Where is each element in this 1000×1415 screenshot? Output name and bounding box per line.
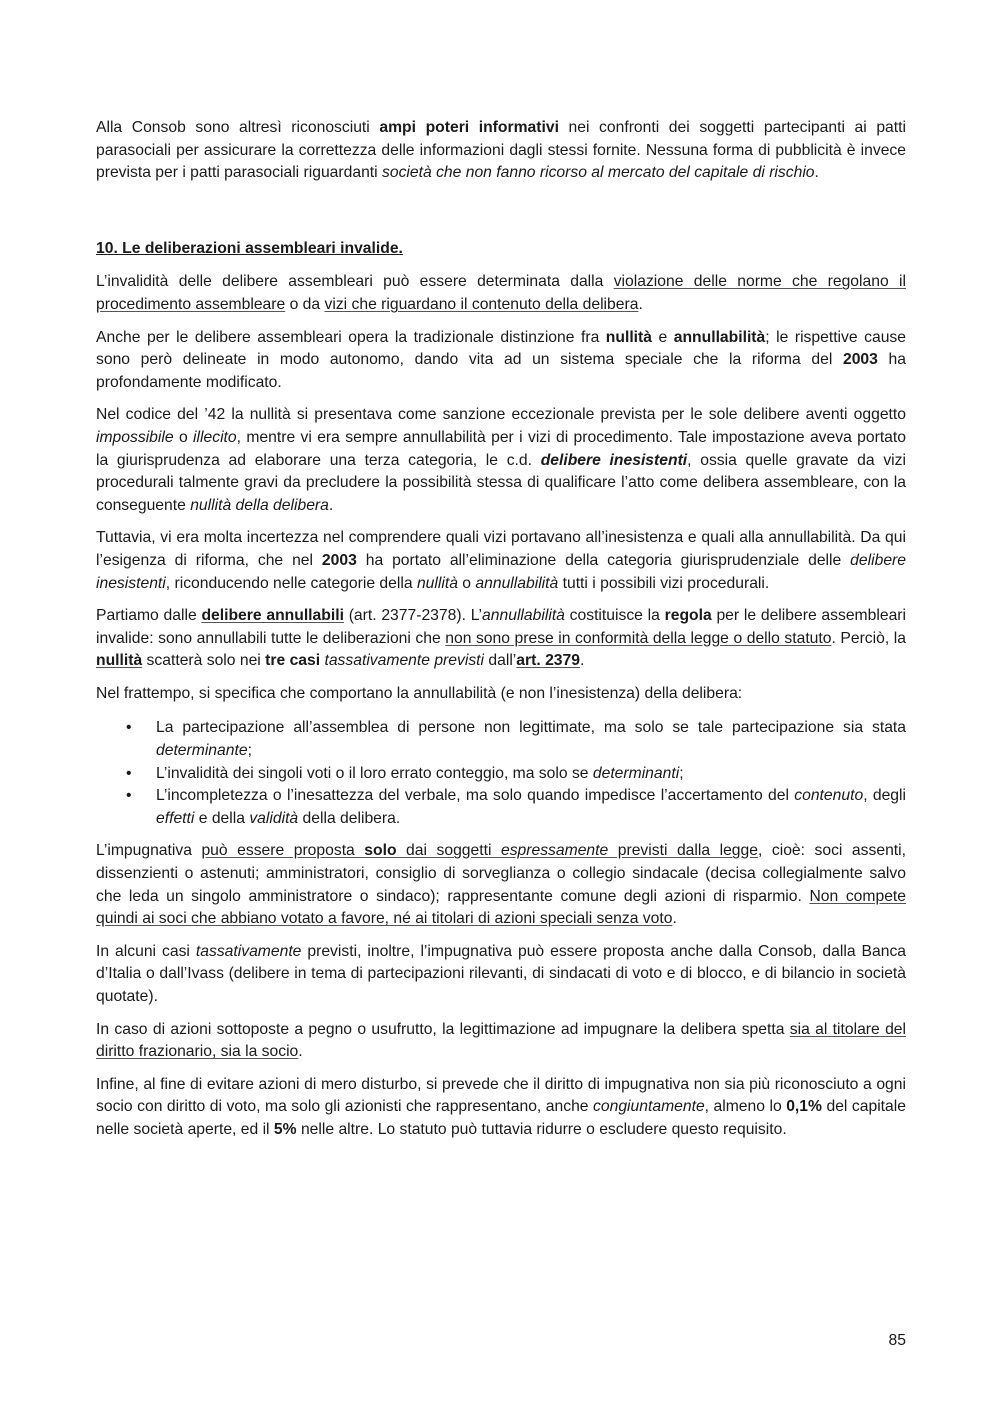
paragraph-distinction xyxy=(96,327,906,395)
text-run: o xyxy=(457,574,476,592)
bold-underlined-text: solo xyxy=(364,842,397,860)
text-run: . xyxy=(672,910,677,928)
text-run: nei confronti dei soggetti partecipanti ai patti parasociali per assicurare la correttezza delle informazioni dagli stessi fornite. Nessuna forma di pubblicità è invece prevista per i patti parasociali riguardanti xyxy=(96,119,906,182)
italic-text: tassativamente xyxy=(195,942,302,960)
text-run: e xyxy=(652,328,674,346)
text-run: In caso di azioni sottoposte a pegno o usufrutto, la legittimazione ad impugnare la delibera spetta xyxy=(96,1020,790,1038)
text-run: scatterà solo nei xyxy=(142,652,266,670)
text-run: o da xyxy=(285,295,325,313)
italic-text: determinante xyxy=(156,742,248,760)
text-run: L’impugnativa xyxy=(96,842,202,860)
italic-text: congiuntamente xyxy=(593,1098,705,1116)
text-run: Anche per le delibere assembleari opera la tradizionale distinzione fra xyxy=(96,328,606,346)
list-item xyxy=(126,763,906,786)
paragraph-authorities xyxy=(96,941,906,1009)
italic-text: illecito xyxy=(193,428,237,446)
text-run: ha profondamente modificato. xyxy=(96,351,906,391)
text-run: della delibera. xyxy=(298,809,401,827)
italic-text: nullità della delibera xyxy=(190,496,329,514)
text-run: del capitale nelle società aperte, ed il xyxy=(96,1098,906,1138)
bold-italic-text: delibere inesistenti xyxy=(540,451,688,469)
italic-text: nullità xyxy=(416,574,458,592)
text-run: Partiamo dalle xyxy=(96,607,202,625)
bold-underlined-text: delibere annullabili xyxy=(201,607,344,625)
italic-text: effetti xyxy=(156,809,195,827)
text-run: L’invalidità delle delibere assembleari può essere determinata dalla xyxy=(96,273,614,291)
underlined-text: previsti dalla legge xyxy=(608,842,758,860)
text-run: costituisce la xyxy=(564,607,665,625)
text-run: . xyxy=(298,1043,303,1061)
text-run: , cioè: soci assenti, dissenzienti o astenuti; amministratori, consiglio di sorveglianza o collegio sindacale (decisa collegialmente salvo che leda un singolo amministratore o sindaco); rappresentante comune degli azioni di risparmio. xyxy=(96,842,906,905)
bold-underlined-text: art. 2379 xyxy=(516,652,580,670)
italic-text: tassativamente previsti xyxy=(324,652,485,670)
bold-text: regola xyxy=(664,607,712,625)
list-item xyxy=(126,717,906,762)
paragraph-invalidity xyxy=(96,271,906,316)
bold-text: ampi poteri informativi xyxy=(379,119,559,136)
bold-text: 0,1% xyxy=(786,1098,822,1116)
paragraph-legitimation xyxy=(96,840,906,930)
text-run: per le delibere assembleari invalide: sono annullabili tutte le deliberazioni che xyxy=(96,607,906,647)
paragraph-consob-powers xyxy=(96,117,906,185)
italic-text: contenuto xyxy=(794,787,864,805)
text-run: ha portato all’eliminazione della categoria giurisprudenziale delle xyxy=(356,551,851,569)
text-run: dall’ xyxy=(484,652,517,670)
paragraph-threshold xyxy=(96,1074,906,1142)
underlined-text: vizi che riguardano il contenuto della delibera xyxy=(324,295,639,313)
italic-text: validità xyxy=(249,809,299,827)
italic-text: impossibile xyxy=(96,428,174,446)
text-run: La partecipazione all’assemblea di persone non legittimate, ma solo se tale partecipazione sia stata xyxy=(156,719,906,737)
italic-text: determinanti xyxy=(592,764,680,782)
text-run: . xyxy=(328,496,334,514)
bold-text: 5% xyxy=(273,1120,297,1138)
text-run: tutti i possibili vizi procedurali. xyxy=(558,574,770,592)
bullet-icon: • xyxy=(126,719,132,737)
underlined-text: dai soggetti xyxy=(396,842,501,860)
paragraph-list-intro: Nel frattempo, si specifica che comportano la annullabilità (e non l’inesistenza) della delibera: xyxy=(96,684,743,702)
underlined-text: Non compete quindi ai soci che abbiano votato a favore, né ai titolari di azioni speciali senza voto xyxy=(96,887,907,928)
text-run: Infine, al fine di evitare azioni di mero disturbo, si prevede che il diritto di impugnativa non sia più riconosciuto a ogni socio con diritto di voto, ma solo gli azionisti che rappresentano, anche xyxy=(96,1075,906,1116)
paragraph-annullable xyxy=(96,605,906,673)
document-page xyxy=(96,117,906,1142)
paragraph-reform xyxy=(96,527,906,595)
italic-text: annullabilità xyxy=(475,574,559,592)
text-run: nelle altre. Lo statuto può tuttavia ridurre o escludere questo requisito. xyxy=(296,1120,787,1138)
text-run: . Perciò, la xyxy=(831,629,906,647)
text-run: , degli xyxy=(863,787,906,805)
section-heading: 10. Le deliberazioni assembleari invalide. xyxy=(96,239,403,257)
text-run: L’incompletezza o l’inesattezza del verbale, ma solo quando impedisce l’accertamento del xyxy=(156,787,795,805)
bold-text: annullabilità xyxy=(673,328,766,346)
bold-text: 2003 xyxy=(842,351,878,369)
paragraph-pledge xyxy=(96,1019,906,1064)
text-run: o xyxy=(173,428,194,446)
italic-text: società che non fanno ricorso al mercato del capitale di rischio xyxy=(382,164,815,182)
bold-text: tre casi xyxy=(265,652,321,670)
underlined-text: può essere proposta xyxy=(201,842,365,860)
text-run: Alla Consob sono altresì riconosciuti xyxy=(96,119,380,136)
text-run: , mentre vi era sempre annullabilità per i vizi di procedimento. Tale impostazione aveva portato la giurisprudenza ad elaborare una terza categoria, le c.d. xyxy=(96,428,906,469)
text-run: previsti, inoltre, l’impugnativa può essere proposta anche dalla Consob, dalla Banca d’Italia o dall’Ivass (delibere in tema di partecipazioni rilevanti, di sindacati di voto e di blocco, e di bilancio in società quotate). xyxy=(96,942,907,1005)
italic-underlined-text: espressamente xyxy=(500,842,609,860)
paragraph-code-42 xyxy=(96,404,906,517)
text-run: Tuttavia, vi era molta incertezza nel comprendere quali vizi portavano all’inesistenza e quali alla annullabilità. Da qui l’esigenza di riforma, che nel xyxy=(96,529,906,569)
text-run: Nel codice del ’42 la nullità si presentava come sanzione eccezionale prevista per le sole delibere aventi oggetto xyxy=(96,406,906,424)
underlined-text: sia al titolare del diritto frazionario, sia la socio xyxy=(96,1020,907,1061)
page-number: 85 xyxy=(888,1332,906,1349)
text-run: ; xyxy=(247,742,252,760)
text-run: , almeno lo xyxy=(704,1098,787,1116)
bold-text: nullità xyxy=(605,328,652,346)
bullet-list xyxy=(96,717,906,830)
text-run: ; le rispettive cause sono però delineate in modo autonomo, dando vita ad un sistema speciale che la riforma del xyxy=(96,328,906,369)
text-run: . xyxy=(814,164,819,182)
bullet-icon: • xyxy=(126,764,132,782)
text-run: , ossia quelle gravate da vizi procedurali talmente gravi da precludere la possibilità stessa di qualificare l’atto come delibera assembleare, con la conseguente xyxy=(96,451,906,514)
text-run: . xyxy=(638,295,643,313)
text-run: L’invalidità dei singoli voti o il loro errato conteggio, ma solo se xyxy=(156,764,593,782)
underlined-text: violazione delle norme che regolano il procedimento assembleare xyxy=(96,273,906,313)
text-run: ; xyxy=(679,764,684,782)
bold-text: 2003 xyxy=(321,551,357,569)
bullet-icon: • xyxy=(126,787,132,805)
italic-text: delibere inesistenti xyxy=(96,551,906,592)
text-run: In alcuni casi xyxy=(96,942,196,960)
text-run: e della xyxy=(194,809,250,827)
text-run: . xyxy=(579,652,585,670)
text-run: , riconducendo nelle categorie della xyxy=(165,574,417,592)
bold-underlined-text: nullità xyxy=(96,652,143,670)
text-run: (art. 2377-2378). L’ xyxy=(343,607,483,625)
underlined-text: non sono prese in conformità della legge o dello statuto xyxy=(445,629,832,647)
italic-text: annullabilità xyxy=(482,607,565,625)
list-item xyxy=(126,785,906,830)
